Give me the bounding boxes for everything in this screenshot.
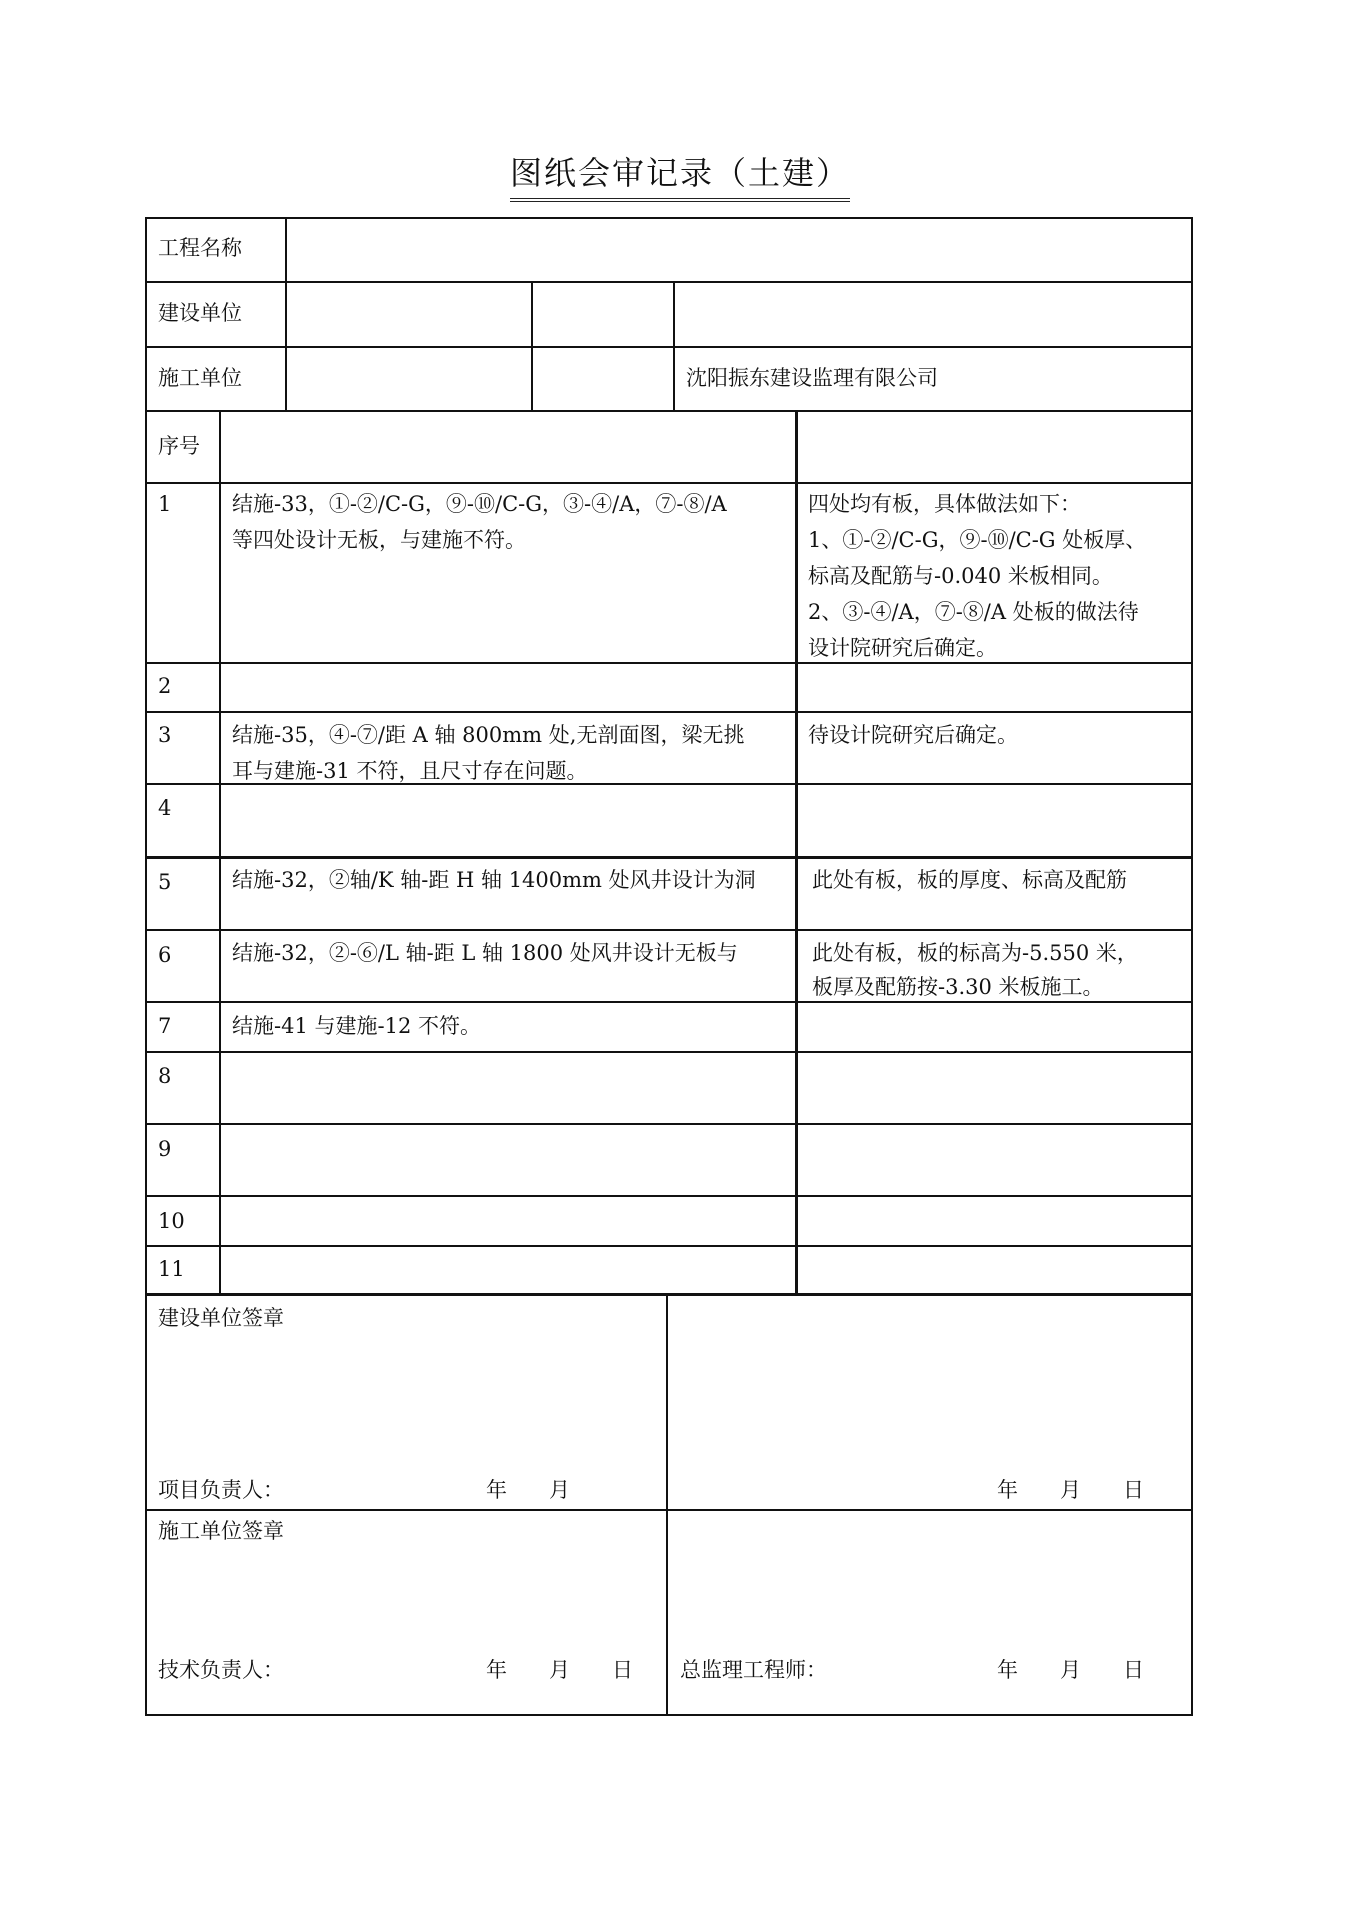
grid-line [145,856,1193,859]
row-number: 8 [158,1064,172,1088]
grid-line [145,1051,1193,1053]
grid-line [145,346,1193,348]
grid-line [666,1294,668,1716]
grid-line [145,711,1193,713]
issue-line: 耳与建施-31 不符，且尺寸存在问题。 [232,759,588,783]
serial-label: 序号 [158,434,200,458]
tech-lead-label: 技术负责人： [158,1658,284,1682]
contractor-date: 年 月 日 [486,1658,633,1682]
grid-line [219,410,221,1295]
grid-line [673,281,675,411]
answer-line: 设计院研究后确定。 [808,636,997,660]
grid-line [145,929,1193,931]
right-top-date: 年 月 日 [997,1478,1144,1502]
answer-line: 1、①-②/C-G，⑨-⑩/C-G 处板厚、 [808,528,1147,552]
project-lead-label: 项目负责人： [158,1478,284,1502]
grid-line [145,662,1193,664]
answer-line: 板厚及配筋按-3.30 米板施工。 [812,975,1104,999]
row-number: 2 [158,674,172,698]
answer-line: 此处有板，板的标高为-5.550 米， [812,941,1138,965]
issue-line: 等四处设计无板，与建施不符。 [232,528,526,552]
chief-date: 年 月 日 [997,1658,1144,1682]
grid-line [285,217,287,411]
row-number: 1 [158,492,172,516]
answer-line: 2、③-④/A，⑦-⑧/A 处板的做法待 [808,600,1139,624]
chief-engineer-label: 总监理工程师： [680,1658,827,1682]
grid-line [145,1509,1193,1511]
contractor-label: 施工单位 [158,366,242,390]
grid-line [145,1245,1193,1247]
title-text: 图纸会审记录（土建） [510,148,850,202]
owner-seal-label: 建设单位签章 [158,1306,284,1330]
issue-line: 结施-33，①-②/C-G，⑨-⑩/C-G，③-④/A，⑦-⑧/A [232,492,727,516]
supervisor-name: 沈阳振东建设监理有限公司 [686,366,938,390]
row-number: 3 [158,723,172,747]
grid-line [145,410,1193,412]
row-number: 10 [158,1209,185,1233]
owner-date: 年 月 [486,1478,570,1502]
page-title [0,148,1360,202]
grid-line [795,410,798,1295]
issue-line: 结施-35，④-⑦/距 A 轴 800mm 处,无剖面图，梁无挑 [232,723,745,747]
row-number: 11 [158,1257,185,1281]
answer-line: 此处有板，板的厚度、标高及配筋 [812,868,1127,892]
row-number: 5 [158,870,172,894]
row-number: 7 [158,1014,172,1038]
answer-line: 四处均有板，具体做法如下： [808,492,1081,516]
issue-line: 结施-41 与建施-12 不符。 [232,1014,481,1038]
grid-line [145,1293,1193,1296]
row-number: 6 [158,943,172,967]
issue-line: 结施-32，②轴/K 轴-距 H 轴 1400mm 处风井设计为洞 [232,868,756,892]
grid-line [145,1123,1193,1125]
issue-line: 结施-32，②-⑥/L 轴-距 L 轴 1800 处风井设计无板与 [232,941,738,965]
grid-line [531,281,533,411]
grid-line [145,281,1193,283]
answer-line: 待设计院研究后确定。 [808,723,1018,747]
row-number: 9 [158,1137,172,1161]
grid-line [145,1195,1193,1197]
answer-line: 标高及配筋与-0.040 米板相同。 [808,564,1113,588]
grid-line [145,482,1193,484]
project-name-label: 工程名称 [158,236,242,260]
contractor-seal-label: 施工单位签章 [158,1519,284,1543]
row-number: 4 [158,796,172,820]
owner-label: 建设单位 [158,301,242,325]
